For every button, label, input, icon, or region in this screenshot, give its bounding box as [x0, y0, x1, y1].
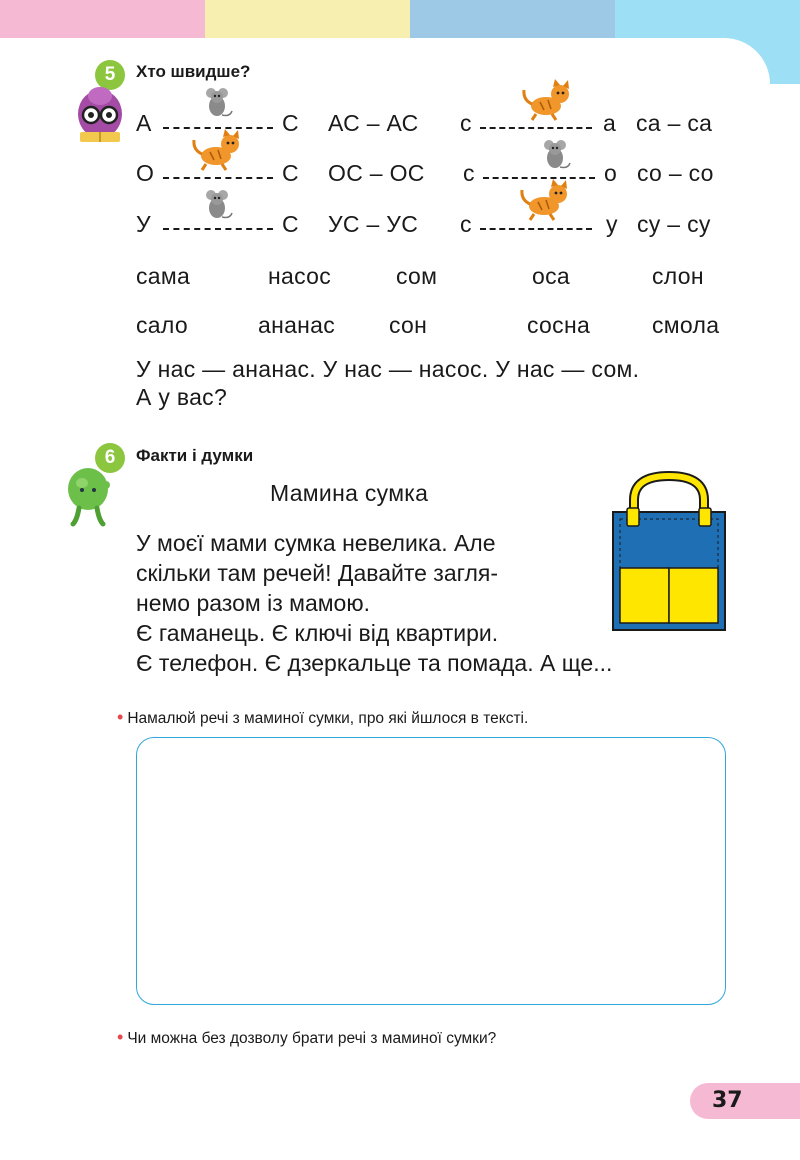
row1-end2: а [603, 110, 617, 136]
bullet-dot-icon: • [117, 1027, 124, 1047]
row3-dashes2 [480, 228, 592, 230]
row3-dashes [163, 228, 273, 230]
cat-icon [520, 178, 572, 222]
row2-pair2: со – со [637, 160, 714, 186]
story-title: Мамина сумка [270, 480, 429, 506]
row2-start: О [136, 160, 155, 186]
row3-pair2: су – су [637, 211, 711, 237]
word: сон [389, 312, 428, 338]
story-line: У моєї мами сумка невелика. Але [136, 530, 496, 556]
word: сом [396, 263, 438, 289]
instruction-text: Намалюй речі з маминої сумки, про які йшлося в тексті. [127, 710, 529, 727]
header-band-blue [410, 0, 615, 42]
task-title: Факти і думки [136, 446, 254, 465]
word: сосна [527, 312, 591, 338]
word: слон [652, 263, 704, 289]
word: ананас [258, 312, 336, 338]
row2-end: С [282, 160, 299, 186]
row1-pair: АС – АС [328, 110, 419, 136]
row1-start: А [136, 110, 152, 136]
row2-pair: ОС – ОС [328, 160, 425, 186]
cat-icon [522, 78, 574, 122]
task-number-badge: 5 [95, 60, 125, 90]
word: оса [532, 263, 570, 289]
row3-pair: УС – УС [328, 211, 419, 237]
cat-icon [192, 128, 244, 172]
story-line: скільки там речей! Давайте загля- [136, 560, 499, 586]
mouse-icon [538, 137, 572, 171]
green-mascot-icon [62, 463, 114, 529]
instruction [117, 1027, 496, 1048]
header-band-yellow [205, 0, 410, 42]
page-number: 37 [712, 1088, 743, 1113]
row3-end: С [282, 211, 299, 237]
word: сама [136, 263, 191, 289]
word: сало [136, 312, 188, 338]
row2-end2: о [604, 160, 618, 186]
instruction [117, 707, 528, 728]
mouse-icon [200, 85, 234, 119]
row1-end: С [282, 110, 299, 136]
instruction-text: Чи можна без дозволу брати речі з маминої сумки? [127, 1030, 497, 1047]
word: насос [268, 263, 332, 289]
drawing-area[interactable] [136, 737, 726, 1005]
row1-dashes2 [480, 127, 592, 129]
bullet-dot-icon: • [117, 707, 124, 727]
row3-end2: у [606, 211, 618, 237]
sentence-line: У нас — ананас. У нас — насос. У нас — сом. [136, 356, 640, 382]
sentence-line: А у вас? [136, 384, 228, 410]
row1-pair2: са – са [636, 110, 713, 136]
word: смола [652, 312, 720, 338]
row3-start: У [136, 211, 151, 237]
story-line: немо разом із мамою. [136, 590, 370, 616]
task-title: Хто швидше? [136, 62, 251, 81]
row2-start2: с [463, 160, 475, 186]
story-line: Є гаманець. Є ключі від квартири. [136, 620, 499, 646]
task-number-badge: 6 [95, 443, 125, 473]
page-number-tab [690, 1083, 800, 1119]
header-band-pink [0, 0, 205, 42]
row2-dashes [163, 177, 273, 179]
row3-start2: с [460, 211, 472, 237]
mouse-icon [200, 187, 234, 221]
story-line: Є телефон. Є дзеркальце та помада. А ще... [136, 650, 613, 676]
story-text [136, 528, 612, 678]
row1-start2: с [460, 110, 472, 136]
owl-mascot-icon [72, 84, 128, 148]
bag-icon [610, 470, 728, 634]
